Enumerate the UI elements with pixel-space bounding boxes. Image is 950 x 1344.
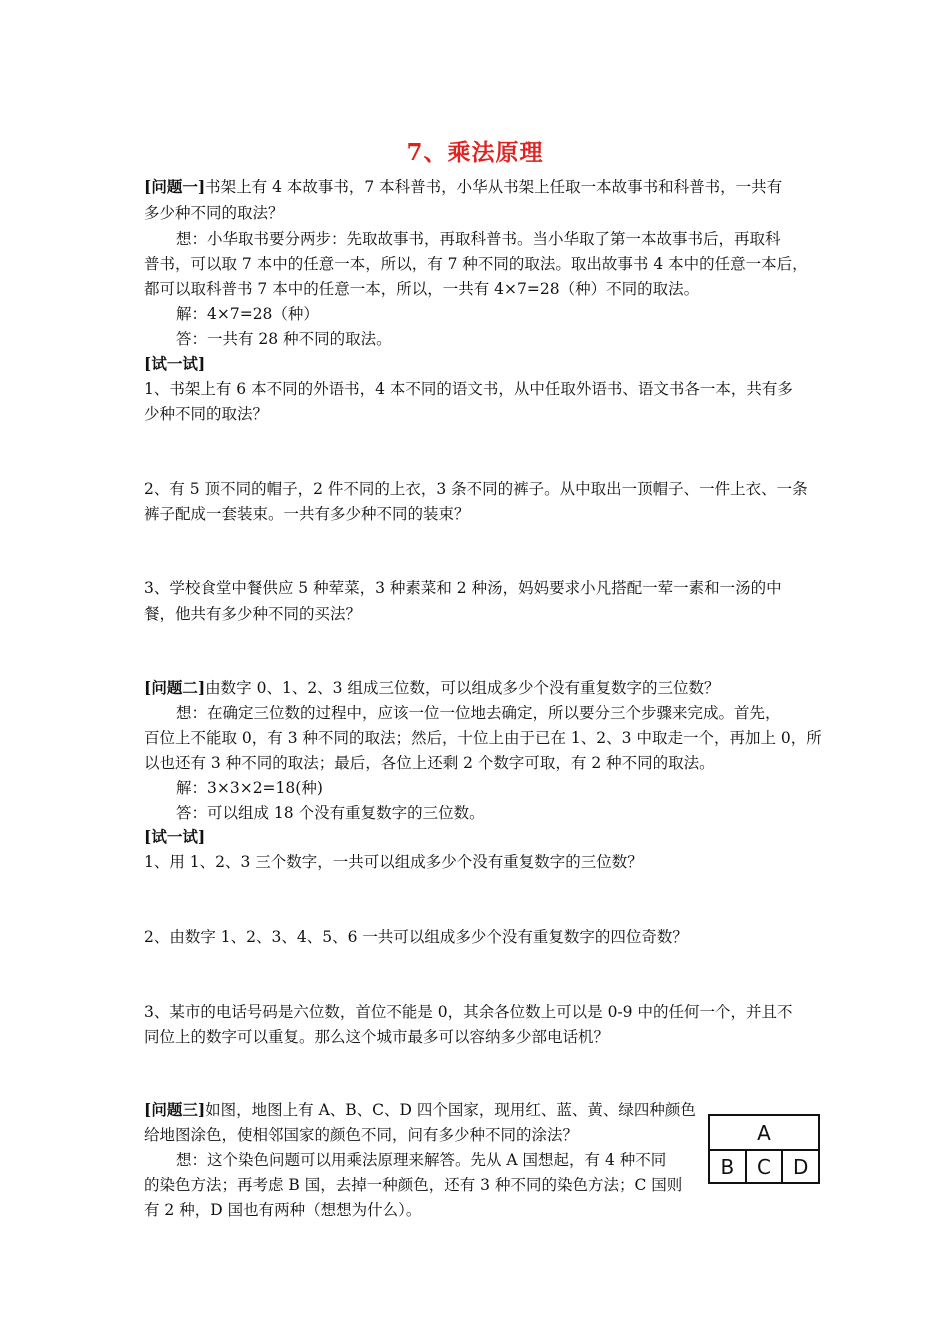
try1-p3-line2: 餐，他共有多少种不同的买法？ — [144, 605, 362, 623]
try1-p1-line1: 1、书架上有 6 本不同的外语书，4 本不同的语文书，从中任取外语书、语文书各一本，共有多 — [144, 380, 793, 398]
q3-line1 — [144, 1099, 696, 1121]
map-country-a: A — [710, 1116, 818, 1151]
q1-think3: 都可以取科普书 7 本中的任意一本，所以，一共有 4×7=28（种）不同的取法。 — [144, 280, 700, 298]
q2-answer: 答：可以组成 18 个没有重复数字的三位数。 — [176, 804, 485, 822]
page-title: 7、乘法原理 — [406, 139, 544, 166]
q1-label: [问题一] — [144, 177, 206, 196]
q1-answer: 答：一共有 28 种不同的取法。 — [176, 330, 392, 348]
q2-think2: 百位上不能取 0，有 3 种不同的取法；然后，十位上由于已在 1、2、3 中取走一个，再加上 0，所 — [144, 729, 822, 747]
try2-label: [试一试] — [144, 827, 206, 846]
q2-text: 由数字 0、1、2、3 组成三位数，可以组成多少个没有重复数字的三位数？ — [205, 679, 720, 697]
q1-line2: 多少种不同的取法？ — [144, 204, 284, 222]
try2-p3-line2: 同位上的数字可以重复。那么这个城市最多可以容纳多少部电话机？ — [144, 1028, 610, 1046]
q1-line1 — [144, 176, 814, 198]
map-country-b: B — [720, 1154, 735, 1179]
map-country-c: C — [745, 1151, 782, 1182]
q3-text: 如图，地图上有 A、B、C、D 四个国家，现用红、蓝、黄、绿四种颜色 — [205, 1101, 696, 1119]
try1-p3-line1: 3、学校食堂中餐供应 5 种荤菜，3 种素菜和 2 种汤，妈妈要求小凡搭配一荤一素和一汤的中 — [144, 579, 782, 597]
q2-think3: 以也还有 3 种不同的取法；最后，各位上还剩 2 个数字可取，有 2 种不同的取法。 — [144, 754, 715, 772]
try2-p1: 1、用 1、2、3 三个数字，一共可以组成多少个没有重复数字的三位数？ — [144, 853, 643, 871]
q2-label: [问题二] — [144, 678, 206, 697]
q2-solve: 解：3×3×2=18(种) — [176, 779, 323, 797]
q1-think2: 普书，可以取 7 本中的任意一本，所以，有 7 种不同的取法。取出故事书 4 本中的任意一本后， — [144, 255, 808, 273]
q1-think1: 想：小华取书要分两步：先取故事书，再取科普书。当小华取了第一本故事书后，再取科 — [176, 230, 781, 248]
q3-think2: 的染色方法；再考虑 B 国，去掉一种颜色，还有 3 种不同的染色方法；C 国则 — [144, 1176, 683, 1194]
q3-think1: 想：这个染色问题可以用乘法原理来解答。先从 A 国想起，有 4 种不同 — [176, 1151, 667, 1169]
q2-line1 — [144, 677, 814, 699]
map-country-d: D — [781, 1151, 818, 1182]
try1-p2-line1: 2、有 5 顶不同的帽子，2 件不同的上衣，3 条不同的裤子。从中取出一顶帽子、一件上衣、一条 — [144, 480, 808, 498]
q3-label: [问题三] — [144, 1100, 206, 1119]
try1-p1-line2: 少种不同的取法？ — [144, 405, 269, 423]
q2-think1: 想：在确定三位数的过程中，应该一位一位地去确定，所以要分三个步骤来完成。首先， — [176, 704, 781, 722]
try1-p2-line2: 裤子配成一套装束。一共有多少种不同的装束？ — [144, 505, 470, 523]
try2-p3-line1: 3、某市的电话号码是六位数，首位不能是 0，其余各位数上可以是 0-9 中的任何一个，并且不 — [144, 1003, 793, 1021]
q3-line2: 给地图涂色，使相邻国家的颜色不同，问有多少种不同的涂法？ — [144, 1126, 579, 1144]
try1-label: [试一试] — [144, 354, 206, 373]
country-map-diagram — [708, 1114, 820, 1184]
q1-solve: 解：4×7=28（种） — [176, 305, 319, 323]
q3-think3: 有 2 种，D 国也有两种（想想为什么）。 — [144, 1201, 422, 1219]
map-bottom-row — [710, 1151, 818, 1182]
q1-text: 书架上有 4 本故事书，7 本科普书，小华从书架上任取一本故事书和科普书，一共有 — [205, 178, 783, 196]
try2-p2: 2、由数字 1、2、3、4、5、6 一共可以组成多少个没有重复数字的四位奇数？ — [144, 928, 688, 946]
